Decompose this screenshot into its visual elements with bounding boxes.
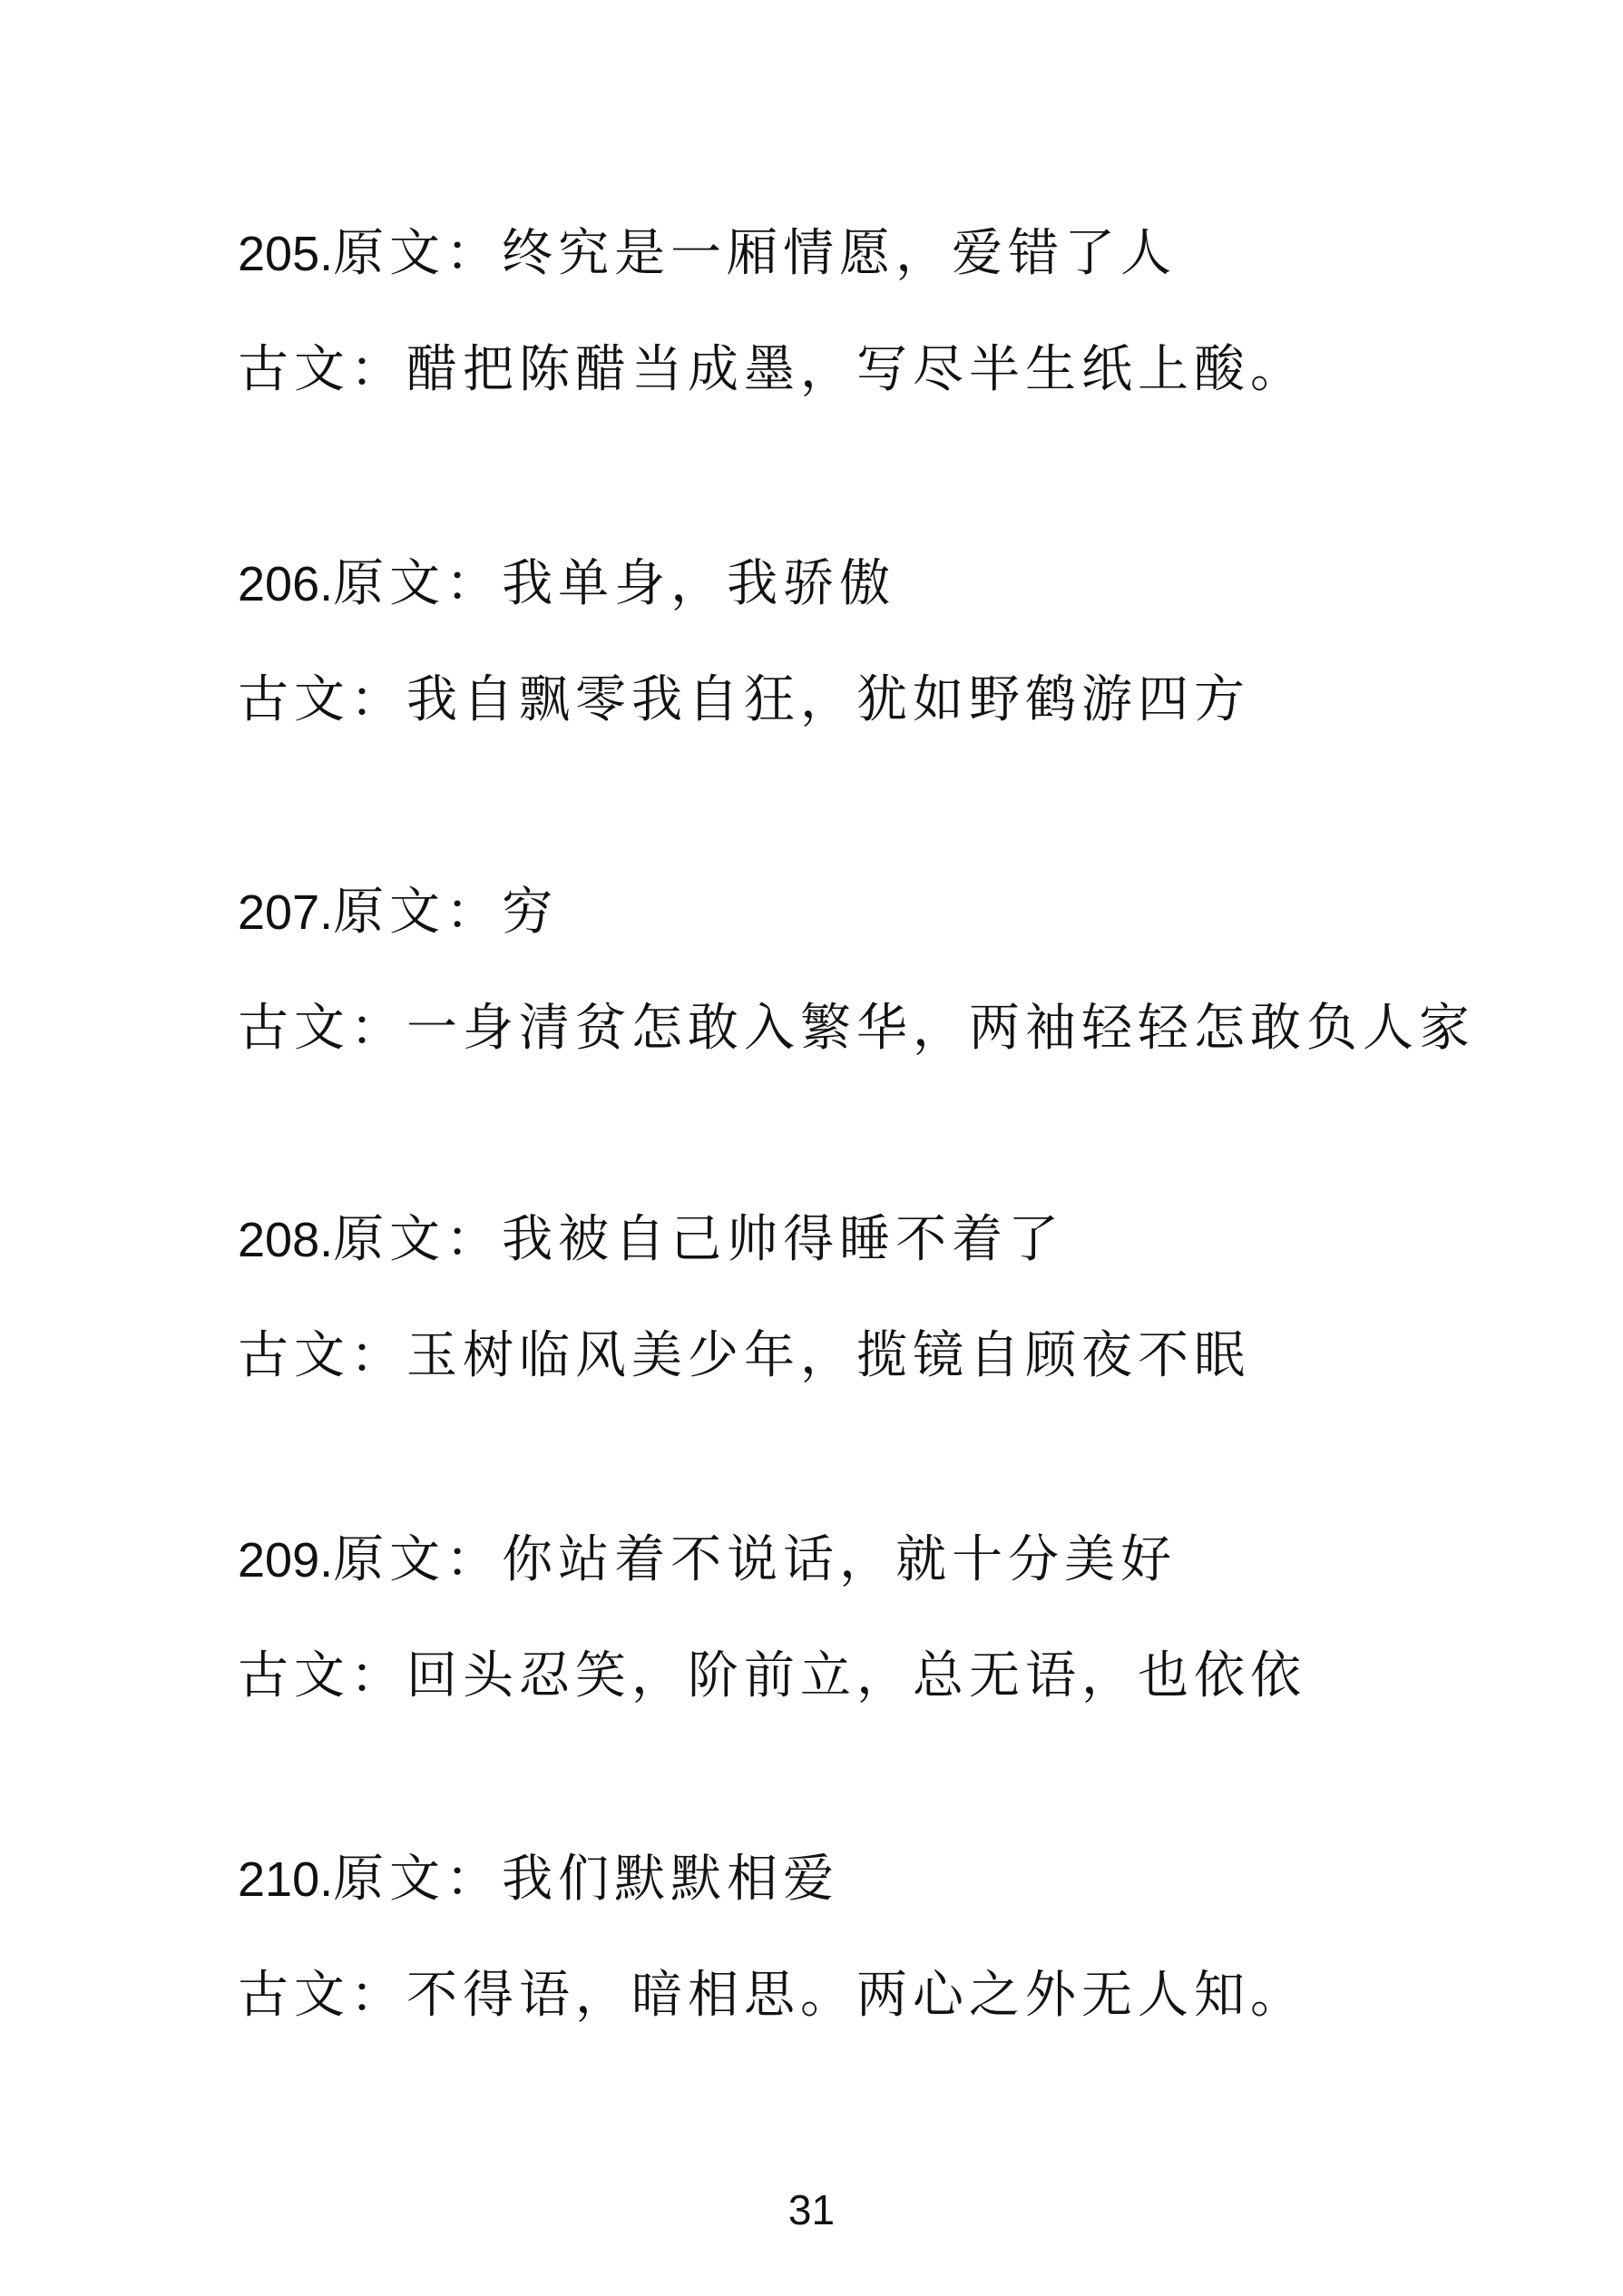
original-line (238, 1531, 1177, 1589)
classical-text: 一身清贫怎敢入繁华，两袖轻轻怎敢负人家 (406, 999, 1475, 1058)
classical-line (238, 1647, 1306, 1705)
entry-number: 206. (238, 557, 334, 611)
classical-label: 古文： (238, 999, 406, 1058)
original-text: 我们默默相爱 (502, 1850, 840, 1909)
entry-number: 207. (238, 885, 334, 940)
original-label: 原文： (333, 554, 503, 613)
classical-line (238, 1000, 1475, 1058)
classical-line (238, 1327, 1250, 1385)
classical-line (238, 341, 1306, 399)
classical-label: 古文： (238, 1646, 406, 1705)
original-label: 原文： (333, 883, 503, 942)
entry-number: 210. (238, 1852, 334, 1907)
classical-text: 不得语，暗相思。两心之外无人知。 (406, 1966, 1306, 2025)
classical-text: 醋把陈醋当成墨，写尽半生纸上酸。 (406, 340, 1306, 399)
classical-line (238, 1967, 1306, 2025)
classical-label: 古文： (238, 1326, 406, 1385)
original-label: 原文： (333, 1850, 503, 1909)
classical-text: 玉树临风美少年，揽镜自顾夜不眠 (406, 1326, 1250, 1385)
original-label: 原文： (333, 1210, 503, 1269)
original-text: 终究是一厢情愿，爱错了人 (502, 224, 1178, 283)
entry-number: 208. (238, 1213, 334, 1267)
classical-text: 回头忍笑，阶前立，总无语，也依依 (406, 1646, 1306, 1705)
entry-number: 209. (238, 1533, 334, 1588)
entry-number: 205. (238, 227, 334, 281)
original-text: 你站着不说话，就十分美好 (502, 1530, 1178, 1589)
original-text: 我被自己帅得睡不着了 (502, 1210, 1065, 1269)
original-label: 原文： (333, 1530, 503, 1589)
original-line (238, 225, 1177, 283)
classical-text: 我自飘零我自狂，犹如野鹤游四方 (406, 670, 1250, 729)
original-line (238, 1211, 1064, 1269)
page-number: 31 (787, 2186, 836, 2233)
original-text: 我单身，我骄傲 (502, 554, 896, 613)
classical-line (238, 671, 1250, 729)
original-line (238, 884, 558, 942)
classical-label: 古文： (238, 670, 406, 729)
original-text: 穷 (502, 883, 559, 942)
original-label: 原文： (333, 224, 503, 283)
classical-label: 古文： (238, 340, 406, 399)
original-line (238, 555, 895, 613)
original-line (238, 1851, 839, 1909)
classical-label: 古文： (238, 1966, 406, 2025)
